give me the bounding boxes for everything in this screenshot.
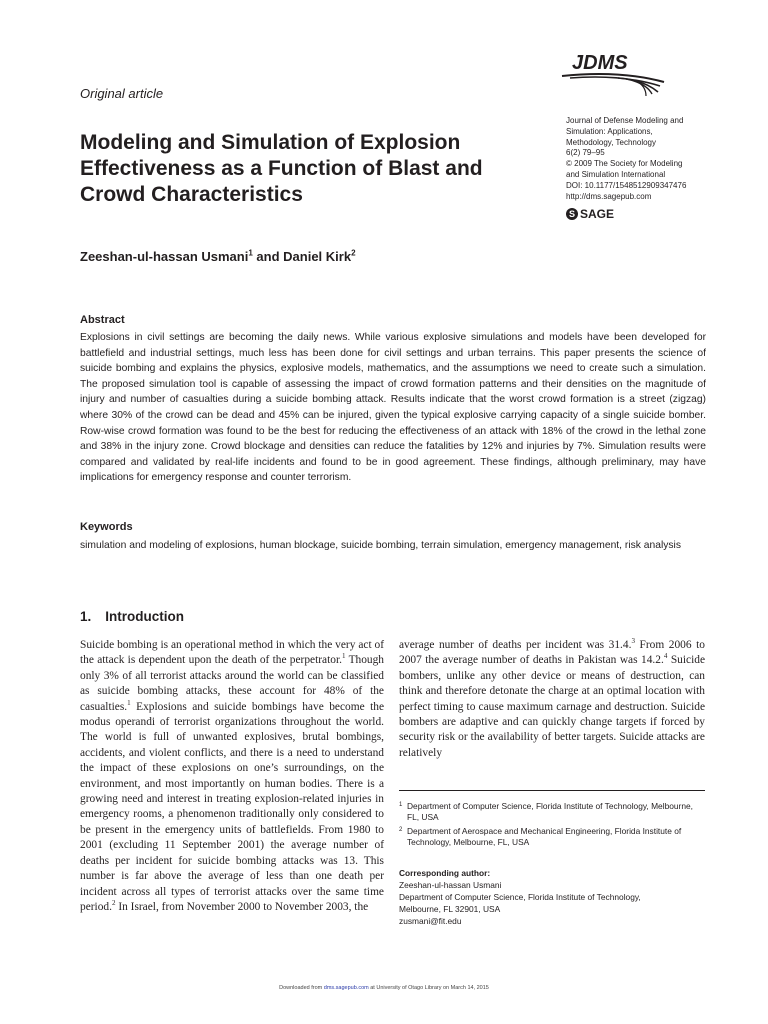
download-note-text: Downloaded from [279,985,324,991]
keywords-text: simulation and modeling of explosions, human blockage, suicide bombing, terrain simulation, emergency management, risk analysis [80,540,681,551]
journal-info-line: © 2009 The Society for Modeling [566,159,683,169]
footnote-mark: 1 [399,802,403,808]
journal-info-line: Simulation: Applications, [566,126,653,136]
download-note [0,985,768,991]
publisher-logo [566,207,614,221]
footnote-text: Department of Computer Science, Florida Institute of Technology, Melbourne, FL, USA [407,801,693,823]
download-note-text: at University of Otago Library on March 14, 2015 [368,985,489,991]
logo-swoosh-icon [560,72,670,98]
journal-info [566,116,706,202]
journal-info-line: and Simulation International [566,169,666,179]
footnote-divider [399,790,705,791]
body-text: Suicide bombing is an operational method in which the very act of the attack is dependent upon the death of the perpetrator. [80,639,384,667]
abstract-text: Explosions in civil settings are becoming the daily news. While various explosive simulations and models have been developed for battlefield and industrial settings, much less has been done for civil settings and urban terrains. This paper presents the science of suicide bombing and explains the physics, explosive models, mathematics, and the assumptions we need to create such a simulation. The proposed simulation tool is capable of assessing the impact of crowd formation patterns and their densities on the magnitude of injury and number of casualties during a suicide bombing attack. Results indicate that the worst crowd formation is a street (zigzag) where 30% of the crowd can be dead and 45% can be injured, given the typical explosive carrying capacity of a single suicide bomber. Row-wise crowd formation was found to be the best for reducing the effectiveness of an attack with 18% of the crowd in the lethal zone and 38% in the injury zone. Crowd blockage and densities can reduce the fatalities by 12% and injuries by 7%. Simulation results were compared and validated by real-life incidents and found to be in good agreement. These findings, although preliminary, may have implications for emergency response and counter terrorism. [80,332,706,484]
journal-info-line: DOI: 10.1177/1548512909347476 [566,180,687,190]
author-separator: and [252,249,284,264]
author-name: Zeeshan-ul-hassan Usmani [80,249,249,264]
keywords-heading: Keywords [80,521,133,533]
corresponding-author-address: Melbourne, FL 32901, USA [399,904,501,914]
body-text: Explosions and suicide bombings have become the modus operandi of terrorist organizations throughout the world. The world is full of unwanted explosives, brutal bombings, accidents, and violent conflicts, and there is a need to understand the impact of these explosions on one’s surroundings, on the environment, and most importantly on human bodies. There is a growing need and interest in treating explosion-related injuries in emergency rooms, a phenomenon traditionally only considered to be present in the emergency units of battlefields. From 1980 to 2001 (excluding 11 September 2001) the average number of deaths per incident for suicide bombing attacks was 13. This number is far above the average of less than one death per incident across all types of terrorist attacks over the same time period. [80,700,384,913]
body-text: From 2006 to 2007 the average number of deaths in Pakistan was 14.2. [399,639,705,667]
footnotes [399,801,705,850]
citation-mark[interactable]: 2 [111,899,116,908]
affiliation-mark: 2 [351,248,356,258]
citation-mark[interactable]: 3 [631,637,635,646]
journal-logo [560,50,680,102]
download-note-link[interactable]: dms.sagepub.com [323,985,369,991]
citation-mark[interactable]: 1 [341,652,346,661]
journal-info-line: 6(2) 79–95 [566,148,605,158]
journal-info-line: Journal of Defense Modeling and [566,116,684,125]
corresponding-author [399,867,705,927]
article-type: Original article [80,86,164,101]
journal-info-line: Methodology, Technology [566,137,656,147]
section-heading [80,609,184,624]
body-text: Suicide bombers, unlike any other device or means of destruction, can think and therefore detonate the charge at an optimal location with perfect timing to cause maximum carnage and destruction. Suicide bombers are adaptive and can quickly change targets if forced by security risk or the availability of better targets. Suicide attacks are relatively [399,654,705,759]
footnote-mark: 2 [399,826,403,833]
body-column-left [80,638,384,915]
section-number: 1. [80,609,92,624]
corresponding-author-email[interactable]: zusmani@fit.edu [399,916,462,926]
footnote [399,801,705,824]
publisher-name: SAGE [580,207,615,221]
citation-mark[interactable]: 1 [127,698,131,707]
body-text: In Israel, from November 2000 to November 2003, the [115,900,369,913]
citation-mark[interactable]: 4 [663,652,668,661]
sage-s-icon: S [566,208,578,220]
section-title: Introduction [105,609,184,624]
affiliation-mark: 1 [248,248,253,258]
corresponding-author-name: Zeeshan-ul-hassan Usmani [399,880,502,890]
abstract-heading: Abstract [80,314,125,326]
authors [80,249,356,264]
body-column-right [399,638,705,761]
journal-info-link[interactable]: http://dms.sagepub.com [566,191,652,201]
article-title: Modeling and Simulation of Explosion Effectiveness as a Function of Blast and Crowd Characteristics [80,131,483,206]
body-text: average number of deaths per incident was 31.4. [399,639,632,651]
journal-logo-text: JDMS [572,52,628,74]
corresponding-author-dept: Department of Computer Science, Florida Institute of Technology, [399,892,641,902]
body-text: Though only 3% of all terrorist attacks around the world can be classified as suicide bombing attacks, these account for 48% of the casualties. [80,654,385,713]
footnote [399,826,705,849]
corresponding-author-label: Corresponding author: [399,868,491,878]
author-name: Daniel Kirk [283,249,352,264]
footnote-text: Department of Aerospace and Mechanical Engineering, Florida Institute of Technology, Melbourne, FL, USA [407,825,682,847]
